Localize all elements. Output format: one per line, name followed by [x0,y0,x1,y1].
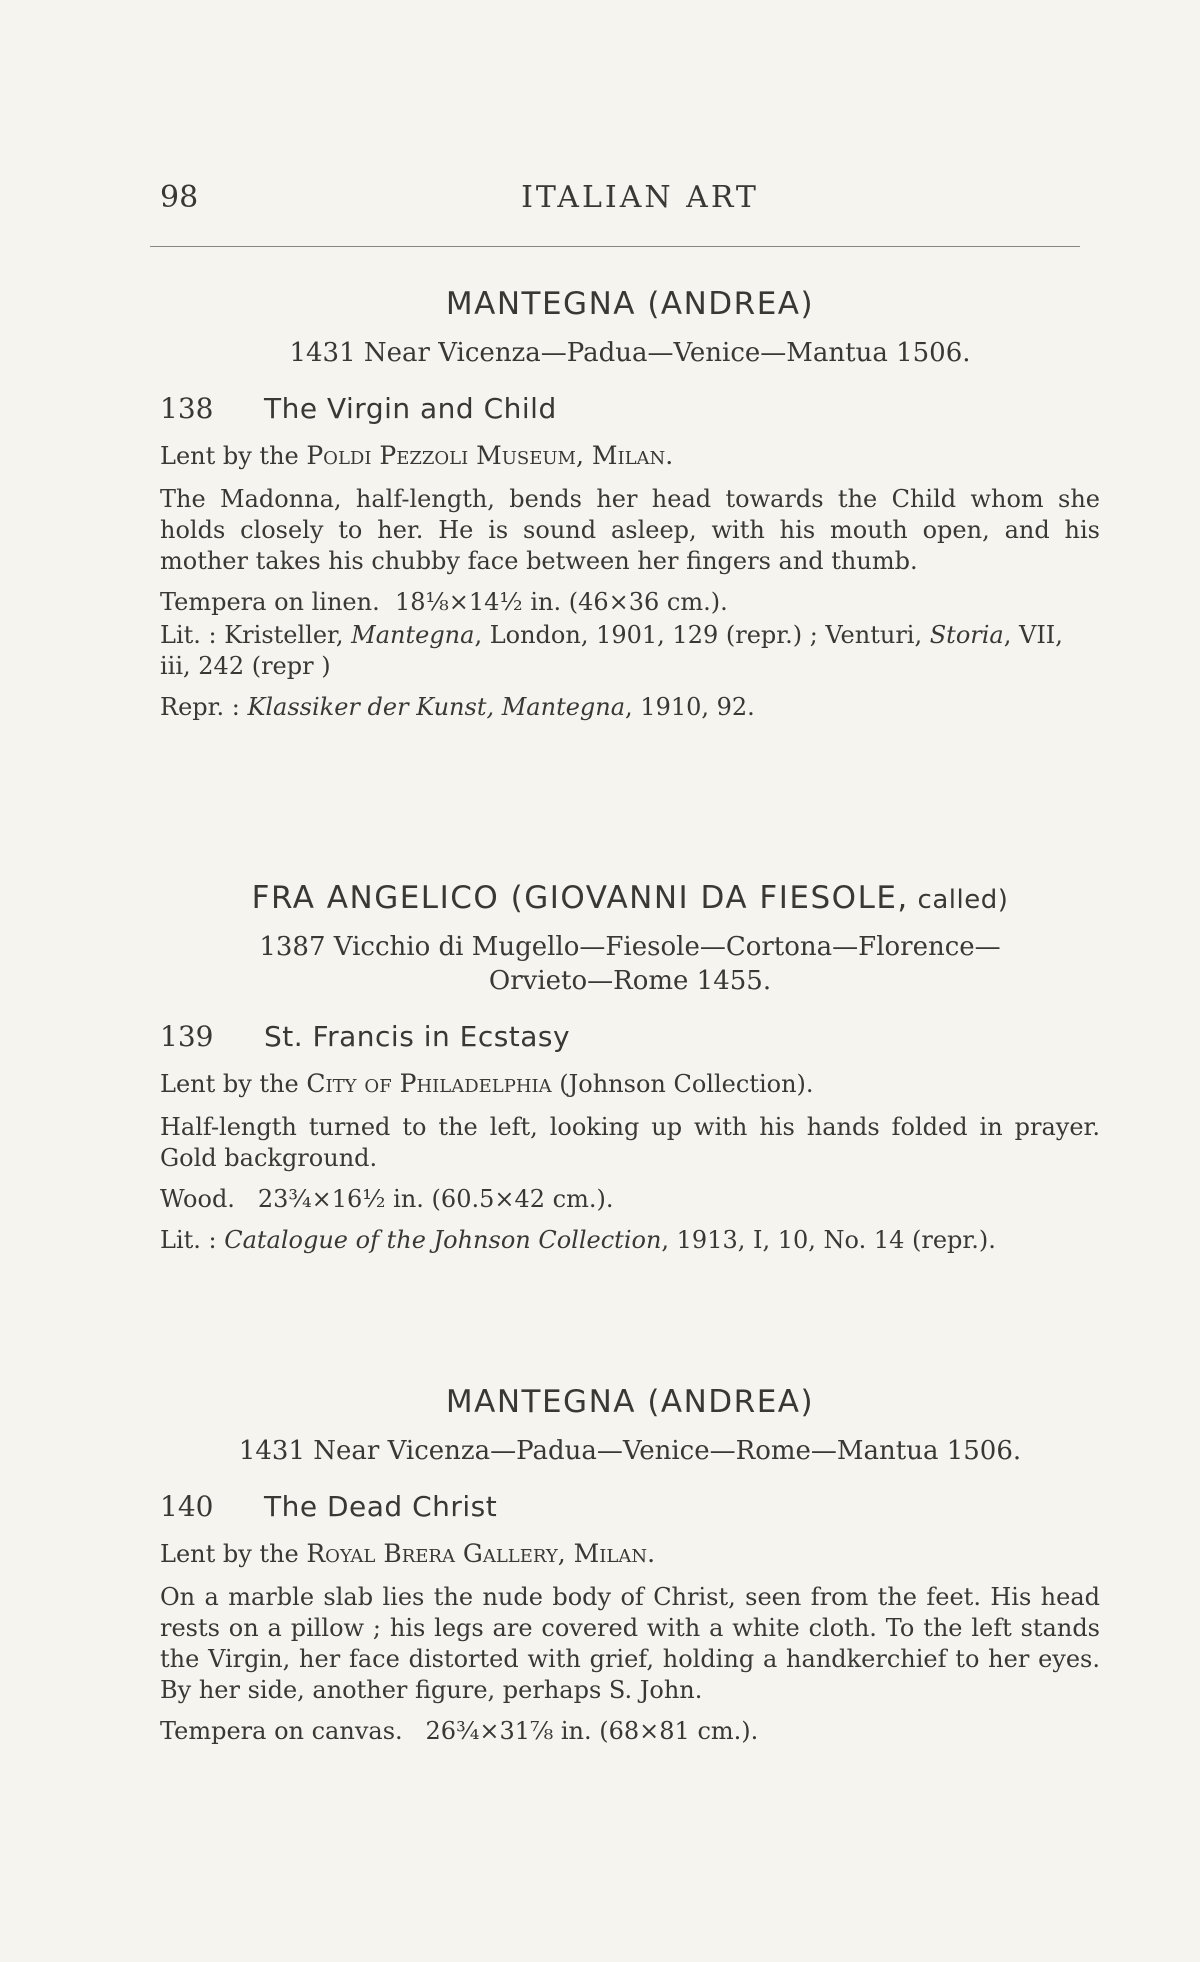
medium: Tempera on canvas. [160,1717,403,1745]
medium-line [160,1184,1100,1215]
description: Half-length turned to the left, looking up with his hands folded in prayer. Gold background. [160,1113,1100,1172]
medium: Tempera on linen. [160,588,380,616]
running-title: ITALIAN ART [521,180,759,215]
dimensions: 18⅛×14½ in. (46×36 cm.). [394,588,728,616]
page-number: 98 [160,180,199,215]
catalogue-entry-138 [160,286,1100,723]
artist-dates: 1431 Near Vicenza—Padua—Venice—Mantua 1506. [289,338,971,368]
artist-name: MANTEGNA (ANDREA) [445,1384,815,1420]
work-title: The Dead Christ [264,1490,498,1523]
work-title: The Virgin and Child [264,392,557,425]
artist-name: MANTEGNA (ANDREA) [445,286,815,322]
catalogue-entry-140 [160,1384,1100,1747]
lender-name: Royal Brera Gallery, Milan. [306,1539,656,1568]
reproduction-line: Repr. : Klassiker der Kunst, Mantegna, 1910, 92. [160,693,755,721]
medium: Wood. [160,1185,235,1213]
item-heading [160,1490,1100,1523]
work-title: St. Francis in Ecstasy [264,1020,571,1053]
item-heading [160,392,1100,425]
catalogue-number: 138 [160,392,214,425]
literature-line: Lit. : Catalogue of the Johnson Collection, 1913, I, 10, No. 14 (repr.). [160,1226,996,1254]
header-rule [150,246,1080,247]
medium-line [160,587,1100,618]
lender-line: Lent by the City of Philadelphia (Johnson Collection). [160,1069,814,1098]
catalogue-entry-139 [160,880,1100,1256]
literature-line: Lit. : Kristeller, Mantegna, London, 1901, 129 (repr.) ; Venturi, Storia, VII, iii, 242 (repr ) [160,621,1063,680]
dimensions: 23¾×16½ in. (60.5×42 cm.). [257,1185,614,1213]
lender-line: Lent by the Royal Brera Gallery, Milan. [160,1539,656,1568]
item-heading [160,1020,1100,1053]
artist-dates: 1431 Near Vicenza—Padua—Venice—Rome—Mantua 1506. [238,1436,1022,1466]
artist-dates: 1387 Vicchio di Mugello—Fiesole—Cortona—Florence— Orvieto—Rome 1455. [259,932,1001,996]
running-head [0,180,1200,220]
lender-line: Lent by the Poldi Pezzoli Museum, Milan. [160,441,674,470]
artist-name: FRA ANGELICO (GIOVANNI DA FIESOLE, called) [251,880,1009,916]
description: On a marble slab lies the nude body of Christ, seen from the feet. His head rests on a pillow ; his legs are covered with a white cloth. To the left stands the Virgin, her face distorted with grief, holding a handkerchief to her eyes. By her side, another figure, perhaps S. John. [160,1583,1100,1704]
catalogue-number: 140 [160,1490,214,1523]
catalogue-number: 139 [160,1020,214,1053]
medium-line [160,1716,1100,1747]
description: The Madonna, half-length, bends her head towards the Child whom she holds closely to her. He is sound asleep, with his mouth open, and his mother takes his chubby face between her fingers and thumb. [160,485,1100,575]
lender-name: Poldi Pezzoli Museum, Milan. [306,441,674,470]
dimensions: 26¾×31⅞ in. (68×81 cm.). [425,1717,759,1745]
lender-name: City of Philadelphia [306,1069,552,1098]
